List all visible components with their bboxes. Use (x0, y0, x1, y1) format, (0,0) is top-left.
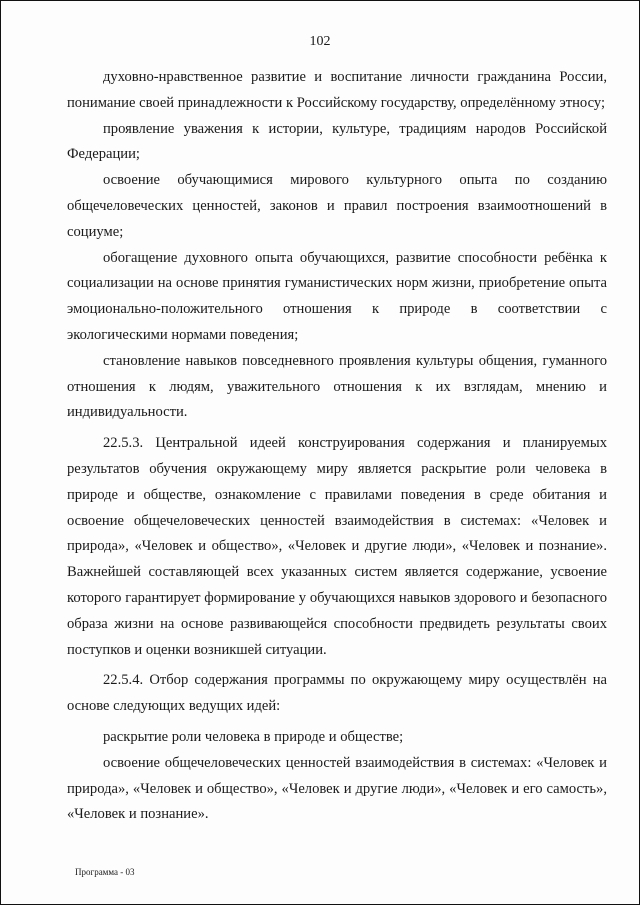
paragraph: духовно-нравственное развитие и воспитание личности гражданина России, понимание своей принадлежности к Российскому государству, определённому этносу; (67, 69, 607, 111)
paragraph-section-22-5-4: 22.5.4. Отбор содержания программы по окружающему миру осуществлён на основе следующих ведущих идей: (67, 672, 607, 715)
paragraph: обогащение духовного опыта обучающихся, развитие способности ребёнка к социализации на основе принятия гуманистических норм жизни, приобретение опыта эмоционально-положительного отношения к природе в соответствии с экологическими нормами поведения; (67, 249, 607, 343)
paragraph: освоение общечеловеческих ценностей взаимодействия в системах: «Человек и природа», «Человек и общество», «Человек и другие люди», «Человек и его самость», «Человек и познание». (67, 754, 607, 823)
document-body (67, 65, 607, 828)
paragraph: освоение обучающимися мирового культурного опыта по созданию общечеловеческих ценностей, законов и правил построения взаимоотношений в социуме; (67, 172, 607, 240)
paragraph-section-22-5-3: 22.5.3. Центральной идеей конструирования содержания и планируемых результатов обучения окружающему миру является раскрытие роли человека в природе и обществе, ознакомление с правилами поведения в среде обитания и освоение общечеловеческих ценностей взаимодействия в системах: «Человек и природа», «Человек и общество», «Человек и другие люди», «Человек и познание». Важнейшей составляющей всех указанных систем является содержание, усвоение которого гарантирует формирование у обучающихся навыков здорового и безопасного образа жизни на основе развивающейся способности предвидеть результаты своих поступков и оценки возникшей ситуации. (67, 435, 607, 658)
paragraph: проявление уважения к истории, культуре, традициям народов Российской Федерации; (67, 120, 607, 163)
footer-label: Программа - 03 (75, 867, 135, 877)
paragraph: раскрытие роли человека в природе и обществе; (103, 728, 404, 745)
paragraph: становление навыков повседневного проявления культуры общения, гуманного отношения к людям, уважительного отношения к их взглядам, мнению и индивидуальности. (67, 352, 607, 421)
page-number: 102 (309, 34, 331, 49)
